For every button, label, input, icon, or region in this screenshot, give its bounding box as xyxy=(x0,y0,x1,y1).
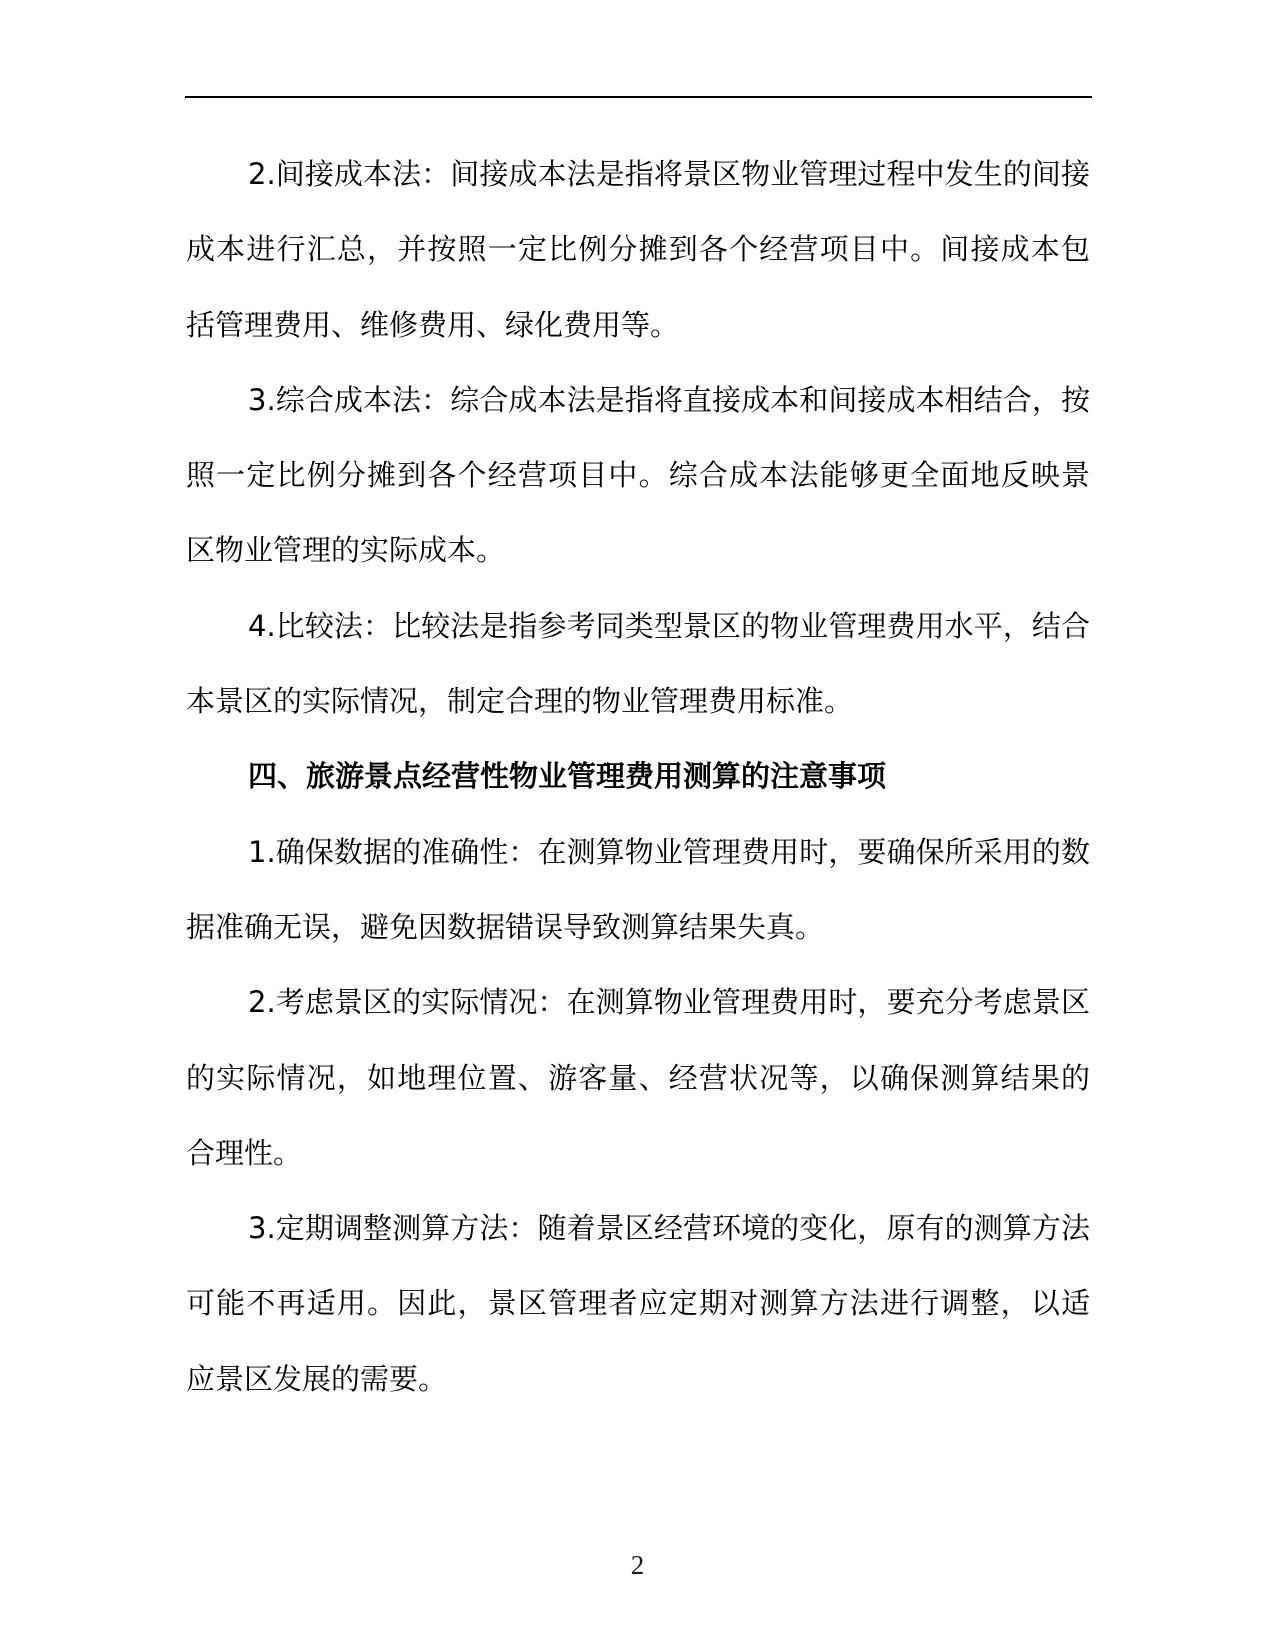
text-line: 区物业管理的实际成本。 xyxy=(186,533,506,568)
text-line: 1.确保数据的准确性：在测算物业管理费用时，要确保所采用的数 xyxy=(248,834,1090,869)
paragraph xyxy=(186,1191,1090,1417)
text-line: 2.考虑景区的实际情况：在测算物业管理费用时，要充分考虑景区 xyxy=(248,985,1090,1020)
text-line: 本景区的实际情况，制定合理的物业管理费用标准。 xyxy=(186,684,854,719)
text-line: 成本进行汇总，并按照一定比例分摊到各个经营项目中。间接成本包 xyxy=(186,232,1090,267)
text-line: 照一定比例分摊到各个经营项目中。综合成本法能够更全面地反映景 xyxy=(186,458,1090,493)
text-line: 括管理费用、维修费用、绿化费用等。 xyxy=(186,307,680,342)
text-line: 4.比较法：比较法是指参考同类型景区的物业管理费用水平，结合 xyxy=(248,608,1090,643)
text-line: 的实际情况，如地理位置、游客量、经营状况等，以确保测算结果的 xyxy=(186,1060,1090,1095)
page-number: 2 xyxy=(630,1550,645,1580)
section-heading xyxy=(186,739,1090,814)
text-line: 应景区发展的需要。 xyxy=(186,1361,448,1396)
header-rule xyxy=(185,96,1092,98)
text-line: 可能不再适用。因此，景区管理者应定期对测算方法进行调整，以适 xyxy=(186,1286,1090,1321)
document-body xyxy=(186,137,1090,1417)
paragraph xyxy=(186,965,1090,1191)
text-line: 3.综合成本法：综合成本法是指将直接成本和间接成本相结合，按 xyxy=(248,382,1090,417)
text-line: 3.定期调整测算方法：随着景区经营环境的变化，原有的测算方法 xyxy=(248,1211,1090,1246)
paragraph xyxy=(186,137,1090,363)
paragraph xyxy=(186,589,1090,740)
paragraph xyxy=(186,815,1090,966)
text-line: 合理性。 xyxy=(186,1135,303,1170)
text-line: 据准确无误，避免因数据错误导致测算结果失真。 xyxy=(186,909,825,944)
text-line: 四、旅游景点经营性物业管理费用测算的注意事项 xyxy=(248,759,887,794)
text-line: 2.间接成本法：间接成本法是指将景区物业管理过程中发生的间接 xyxy=(248,157,1090,191)
paragraph xyxy=(186,363,1090,589)
page-footer xyxy=(0,1550,1275,1581)
